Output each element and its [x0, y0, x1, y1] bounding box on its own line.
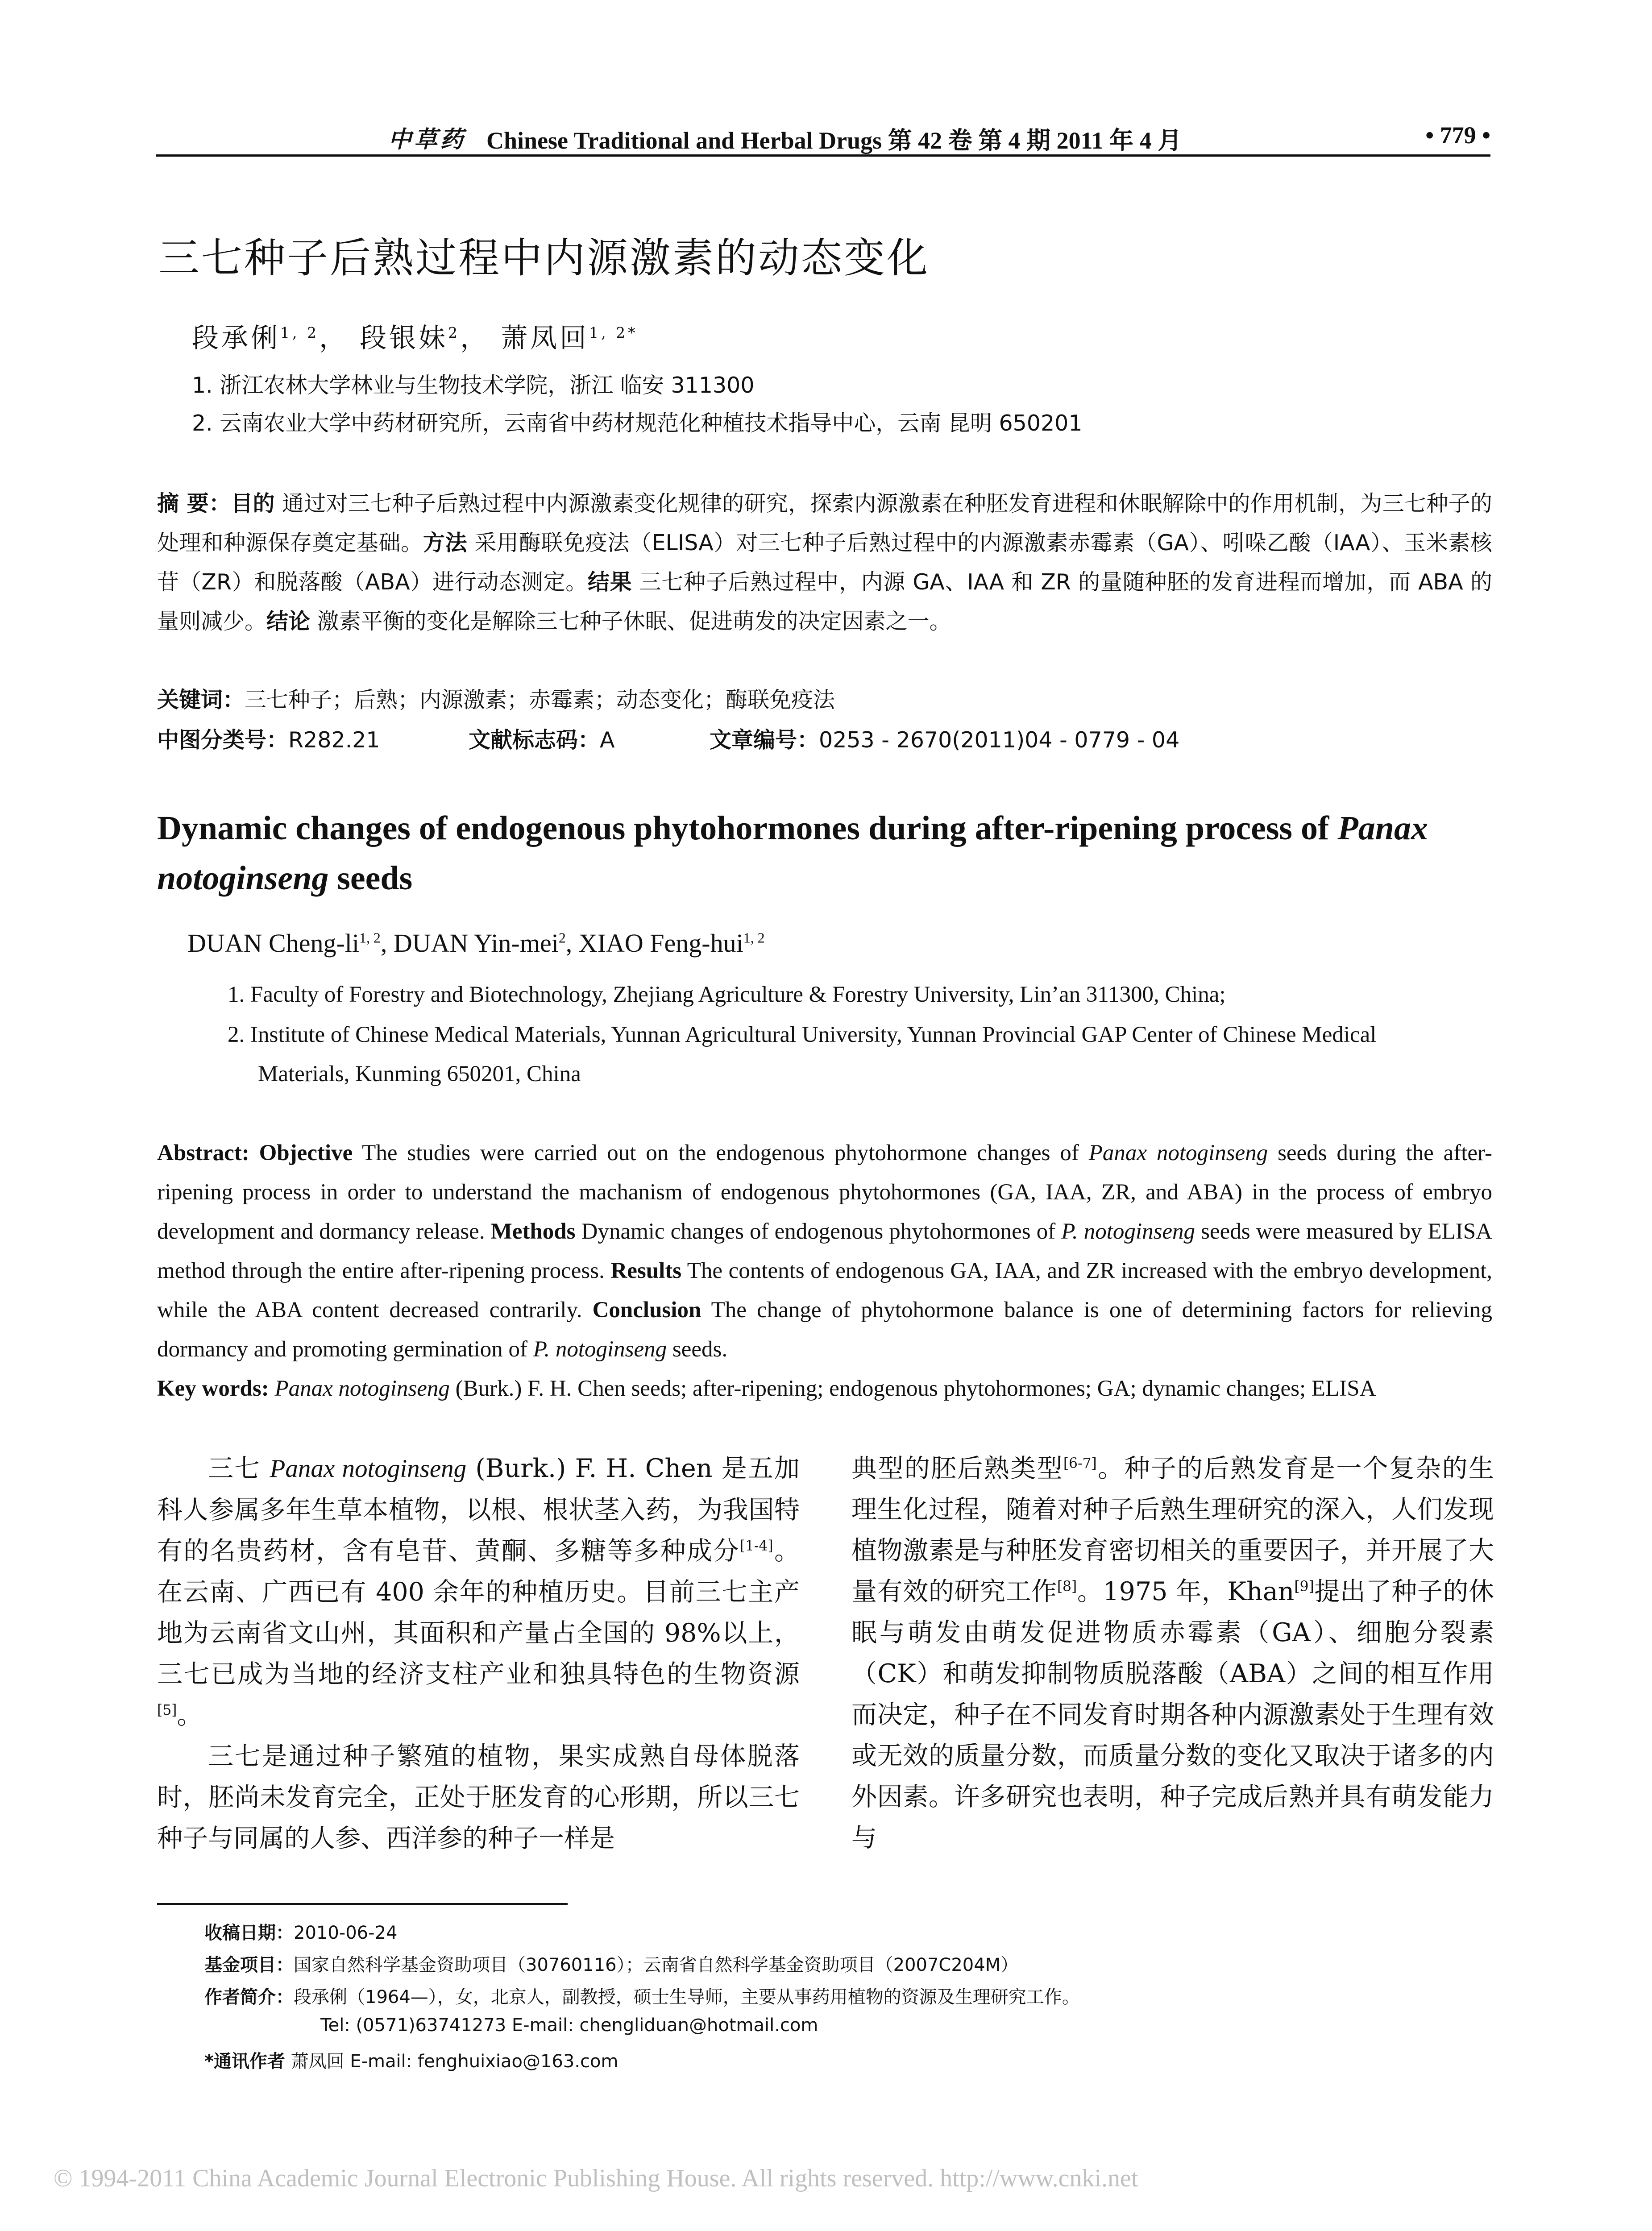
objective-text: seeds during the after-ripening process in order to understand the machanism of endogenous phytohormones (GA, IAA, ZR, and ABA) in the process of embryo development and dormancy release.	[157, 1140, 1493, 1244]
title-chinese: 三七种子后熟过程中内源激素的动态变化	[158, 234, 930, 282]
footnote-contact: Tel: (0571)63741273 E-mail: chengliduan@hotmail.com	[320, 2015, 818, 2036]
footnote-label: *通讯作者	[204, 2051, 285, 2072]
footnote-label: 收稿日期：	[204, 1923, 294, 1943]
keywords-en-text: (Burk.) F. H. Chen seeds; after-ripening; endogenous phytohormones; GA; dynamic changes; ELISA	[449, 1376, 1376, 1401]
affiliation-en-1: 1. Faculty of Forestry and Biotechnology, Zhejiang Agriculture & Forestry University, Lin’an 311300, China;	[228, 982, 1226, 1007]
species-name: Panax notoginseng	[270, 1455, 467, 1483]
methods-label: 方法	[423, 530, 468, 556]
title-en-part: Dynamic changes of endogenous phytohormones during after-ripening process of	[157, 809, 1338, 847]
methods-text: 采用酶联免疫法（ELISA）对三七种子后熟过程中的内源激素赤霉素（GA）、吲哚乙酸（IAA）、玉米素核苷（ZR）和脱落酸（ABA）进行动态测定。	[157, 530, 1492, 595]
footnote-label: 作者简介：	[204, 1987, 294, 2007]
body-paragraph	[851, 1448, 1494, 1858]
methods-label: Methods	[490, 1219, 576, 1244]
keywords-en-label: Key words:	[157, 1376, 275, 1401]
body-text: 提出了种子的休眠与萌发由萌发促进物质赤霉素（GA）、细胞分裂素（CK）和萌发抑制物质脱落酸（ABA）之间的相互作用而决定，种子在不同发育时期各种内源激素处于生理有效或无效的质量分数，而质量分数的变化又取决于诸多的内外因素。许多研究也表明，种子完成后熟并具有萌发能力与	[851, 1577, 1494, 1853]
conclusion-text: 激素平衡的变化是解除三七种子休眠、促进萌发的决定因素之一。	[310, 609, 951, 634]
doc-code-label: 文献标志码：	[469, 727, 600, 753]
affiliation-cn-2: 2. 云南农业大学中药材研究所，云南省中药材规范化种植技术指导中心，云南 昆明 650201	[192, 411, 1083, 436]
citation-ref: [1-4]	[739, 1538, 773, 1554]
author-name: 萧凤回	[501, 323, 589, 354]
running-header	[156, 117, 1490, 157]
footnote-text: 国家自然科学基金资助项目（30760116）；云南省自然科学基金资助项目（2007C204M）	[294, 1955, 1019, 1975]
classification-doc	[469, 723, 615, 754]
title-en-species: Panax notoginseng	[157, 809, 1428, 897]
abstract-objective-label: Abstract: Objective	[157, 1140, 353, 1165]
results-label: Results	[610, 1258, 682, 1283]
citation-ref: [9]	[1294, 1579, 1314, 1595]
objective-label: 目的	[231, 491, 275, 516]
species-name: Panax notoginseng	[274, 1376, 450, 1401]
footnote-fund	[204, 1951, 1018, 1976]
body-paragraph	[157, 1448, 800, 1736]
footnote-author	[204, 1983, 1080, 2008]
affiliation-en-2: 2. Institute of Chinese Medical Materials, Yunnan Agricultural University, Yunnan Provincial GAP Center of Chinese Medical	[228, 1022, 1377, 1047]
body-text: 。种子的后熟发育是一个复杂的生理生化过程，随着对种子后熟生理研究的深入，人们发现植物激素是与种胚发育密切相关的重要因子，并开展了大量有效的研究工作	[851, 1454, 1494, 1606]
footnote-text: 萧凤回 E-mail: fenghuixiao@163.com	[285, 2051, 618, 2072]
results-label: 结果	[587, 569, 632, 595]
title-english	[157, 803, 1496, 903]
conclusion-text: seeds.	[667, 1337, 728, 1362]
methods-text: Dynamic changes of endogenous phytohormones of	[575, 1219, 1062, 1244]
journal-logo: 中草药	[388, 126, 466, 153]
body-text: 。1975 年，Khan	[1077, 1577, 1295, 1606]
results-text: The contents of endogenous GA, IAA, and ZR increased with the embryo development, while the ABA content decreased contrarily.	[157, 1258, 1492, 1323]
classification-clc	[157, 723, 380, 754]
journal-info: Chinese Traditional and Herbal Drugs 第 42 卷 第 4 期 2011 年 4 月	[486, 127, 1182, 154]
affiliation-en-2-cont: Materials, Kunming 650201, China	[258, 1062, 581, 1086]
author-affil-sup: 1, 2	[743, 930, 765, 946]
citation-ref: [8]	[1057, 1579, 1077, 1595]
author-affil-sup: 2	[448, 324, 461, 341]
footnote-divider	[157, 1903, 568, 1905]
footnote-text: 段承俐（1964—），女，北京人，副教授，硕士生导师，主要从事药用植物的资源及生理研究工作。	[294, 1987, 1080, 2007]
body-paragraph: 三七是通过种子繁殖的植物，果实成熟自母体脱落时，胚尚未发育完全，正处于胚发育的心形期，所以三七种子与同属的人参、西洋参的种子一样是	[157, 1742, 800, 1853]
species-name: P. notoginseng	[533, 1337, 667, 1362]
body-text: 三七	[208, 1454, 270, 1483]
author-name: , XIAO Feng-hui	[565, 929, 743, 958]
keywords-chinese	[157, 683, 835, 714]
author-affil-sup: 1, 2	[359, 930, 381, 946]
objective-text: The studies were carried out on the endogenous phytohormone changes of	[353, 1140, 1089, 1165]
body-column-left	[157, 1448, 800, 1859]
results-text: 三七种子后熟过程中，内源 GA、IAA 和 ZR 的量随种胚的发育进程而增加，而 ABA 的量则减少。	[157, 569, 1492, 634]
species-name: Panax notoginseng	[1088, 1140, 1268, 1165]
species-name: P. notoginseng	[1061, 1219, 1195, 1244]
author-affil-sup: 1, 2	[280, 324, 319, 341]
footnote-received	[204, 1919, 397, 1944]
abstract-chinese	[157, 484, 1492, 641]
author-affil-sup: 1, 2*	[589, 324, 638, 341]
citation-ref: [5]	[157, 1702, 177, 1718]
title-en-part: seeds	[328, 859, 413, 897]
methods-text: seeds were measured by ELISA method through the entire after-ripening process.	[157, 1219, 1492, 1283]
objective-text: 通过对三七种子后熟过程中内源激素变化规律的研究，探索内源激素在种胚发育进程和休眠解除中的作用机制，为三七种子的处理和种源保存奠定基础。	[157, 491, 1492, 556]
authors-chinese: 段承俐$^{1, 2}$， 段银妹$^2$， 萧凤回$^{1, 2*}$	[192, 323, 638, 354]
affiliation-cn-1: 1. 浙江农林大学林业与生物技术学院，浙江 临安 311300	[192, 373, 755, 398]
body-text: 。	[177, 1700, 203, 1730]
abstract-english	[157, 1133, 1492, 1408]
author-affil-sup: 2	[558, 930, 566, 946]
author-name: 段承俐	[192, 323, 280, 354]
clc-value: R282.21	[288, 727, 380, 753]
footnote-label: 基金项目：	[204, 1955, 294, 1975]
body-text: 典型的胚后熟类型	[851, 1454, 1063, 1483]
author-name: , DUAN Yin-mei	[380, 929, 559, 958]
doc-code-value: A	[600, 727, 615, 753]
copyright-watermark: © 1994-2011 China Academic Journal Electronic Publishing House. All rights reserved. http://www.cnki.net	[54, 2165, 1138, 2192]
authors-english	[187, 928, 765, 958]
keywords-label: 关键词：	[157, 687, 245, 713]
abstract-label: 摘 要：	[157, 491, 231, 516]
body-text: 。在云南、广西已有 400 余年的种植历史。目前三七主产地为云南省文山州，其面积和产量占全国的 98%以上，三七已成为当地的经济支柱产业和独具特色的生物资源	[157, 1536, 800, 1689]
page-number: • 779 •	[1425, 122, 1490, 149]
author-name: DUAN Cheng-li	[187, 929, 360, 958]
body-text: (Burk.) F. H. Chen 是五加科人参属多年生草本植物，以根、根状茎入药，为我国特有的名贵药材，含有皂苷、黄酮、多糖等多种成分	[157, 1454, 800, 1566]
conclusion-text: The change of phytohormone balance is one of determining factors for relieving dormancy and promoting germination of	[157, 1298, 1492, 1362]
keywords-text: 三七种子；后熟；内源激素；赤霉素；动态变化；酶联免疫法	[245, 687, 835, 713]
citation-ref: [6-7]	[1063, 1456, 1097, 1472]
author-name: 段银妹	[360, 323, 448, 354]
footnote-text: 2010-06-24	[294, 1923, 398, 1943]
article-number-label: 文章编号：	[710, 727, 819, 753]
article-number-value: 0253 - 2670(2011)04 - 0779 - 04	[819, 727, 1180, 753]
conclusion-label: 结论	[266, 609, 311, 634]
clc-label: 中图分类号：	[157, 727, 289, 753]
classification-article	[710, 723, 1179, 754]
conclusion-label: Conclusion	[592, 1298, 701, 1323]
footnote-corresponding	[204, 2047, 618, 2073]
body-column-right	[851, 1448, 1494, 1858]
